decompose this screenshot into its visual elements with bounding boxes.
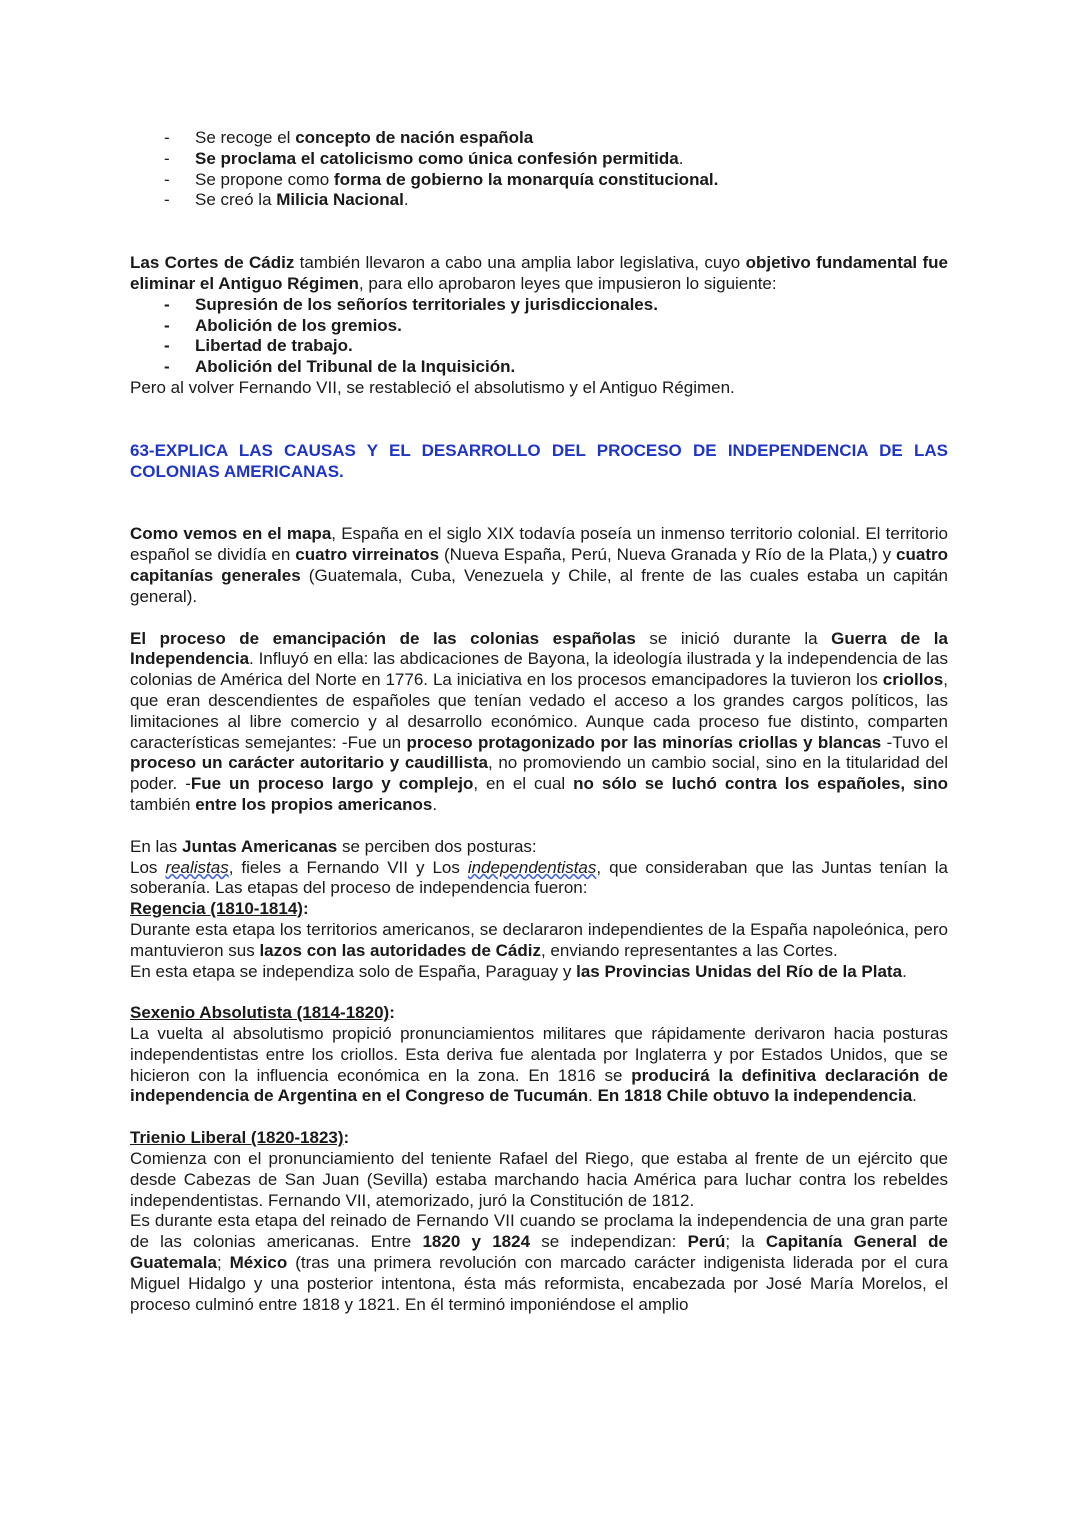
list-item: - Se propone como forma de gobierno la monarquía constitucional. [164,169,719,189]
list-item: - Se creó la Milicia Nacional. [164,190,409,210]
juntas-postures: Los realistas, fieles a Fernando VII y Los independentistas, que consideraban que las Juntas tenían la soberanía. Las etapas del proceso de independencia fueron: [130,857,948,898]
regencia-paragraph-2: En esta etapa se independiza solo de España, Paraguay y las Provincias Unidas del Río de la Plata. [130,961,907,981]
trienio-paragraph: Comienza con el pronunciamiento del teniente Rafael del Riego, que estaba al frente de un ejército que desde Cabezas de San Juan (Sevilla) estaba marchando hacia América para luchar contra los rebeldes independentistas. Fernando VII, atemorizado, juró la Constitución de 1812. [130,1149,948,1210]
map-paragraph: Como vemos en el mapa, España en el siglo XIX todavía poseía un inmenso territorio colonial. El territorio español se dividía en cuatro virreinatos (Nueva España, Perú, Nueva Granada y Río de la Plata,) y cuatro capitanías generales (Guatemala, Cuba, Venezuela y Chile, al frente de las cuales estaba un capitán general). [130,524,948,606]
list-item: - Se recoge el concepto de nación española [164,128,534,147]
fernando-paragraph: Pero al volver Fernando VII, se restableció el absolutismo y el Antiguo Régimen. [130,377,735,397]
list-item: - Supresión de los señoríos territoriales y jurisdiccionales. [164,294,658,314]
sexenio-title: Sexenio Absolutista (1814-1820): [130,1003,395,1023]
trienio-paragraph-2: Es durante esta etapa del reinado de Fernando VII cuando se proclama la independencia de una gran parte de las colonias americanas. Entre 1820 y 1824 se independizan: Perú; la Capitanía General de Guatemala; México (tras una primera revolución con marcado carácter indigenista liderada por el cura Miguel Hidalgo y una posterior intentona, ésta más reformista, encabezada por José María Morelos, el proceso culminó entre 1818 y 1821. En él terminó imponiéndose el amplio [130,1211,948,1314]
section-heading: 63-EXPLICA LAS CAUSAS Y EL DESARROLLO DEL PROCESO DE INDEPENDENCIA DE LAS COLONIAS AMERICANAS. [130,440,948,481]
cortes-paragraph: Las Cortes de Cádiz también llevaron a cabo una amplia labor legislativa, cuyo objetivo fundamental fue eliminar el Antiguo Régimen, para ello aprobaron leyes que impusieron lo siguiente: [130,253,948,293]
list-item: - Abolición de los gremios. [164,315,402,335]
document-content [130,128,948,1315]
cadiz-constitution-list [130,128,948,211]
list-item: - Libertad de trabajo. [164,336,353,356]
regencia-title: Regencia (1810-1814): [130,899,309,919]
emancipation-paragraph: El proceso de emancipación de las colonias españolas se inició durante la Guerra de la Independencia. Influyó en ella: las abdicaciones de Bayona, la ideología ilustrada y la independencia de las colonias de América del Norte en 1776. La iniciativa en los procesos emancipadores la tuvieron los criollos, que eran descendientes de españoles que tenían vedado el acceso a los grandes cargos políticos, las limitaciones al libre comercio y al desarrollo económico. Aunque cada proceso fue distinto, comparten características semejantes: -Fue un proceso protagonizado por las minorías criollas y blancas -Tuvo el proceso un carácter autoritario y caudillista, no promoviendo un cambio social, sino en la titularidad del poder. -Fue un proceso largo y complejo, en el cual no sólo se luchó contra los españoles, sino también entre los propios americanos. [130,628,949,814]
laws-list [130,295,948,378]
regencia-paragraph: Durante esta etapa los territorios americanos, se declararon independientes de la España napoleónica, pero mantuvieron sus lazos con las autoridades de Cádiz, enviando representantes a las Cortes. [130,919,948,960]
list-item: - Se proclama el catolicismo como única confesión permitida. [164,148,684,168]
list-item: - Abolición del Tribunal de la Inquisición. [164,357,516,377]
juntas-intro: En las Juntas Americanas se perciben dos posturas: [130,836,537,856]
trienio-title: Trienio Liberal (1820-1823): [130,1128,350,1148]
sexenio-paragraph: La vuelta al absolutismo propició pronunciamientos militares que rápidamente derivaron hacia posturas independentistas entre los criollos. Esta deriva fue alentada por Inglaterra y por Estados Unidos, que se hicieron con la influencia económica en la zona. En 1816 se producirá la definitiva declaración de independencia de Argentina en el Congreso de Tucumán. En 1818 Chile obtuvo la independencia. [130,1024,948,1106]
